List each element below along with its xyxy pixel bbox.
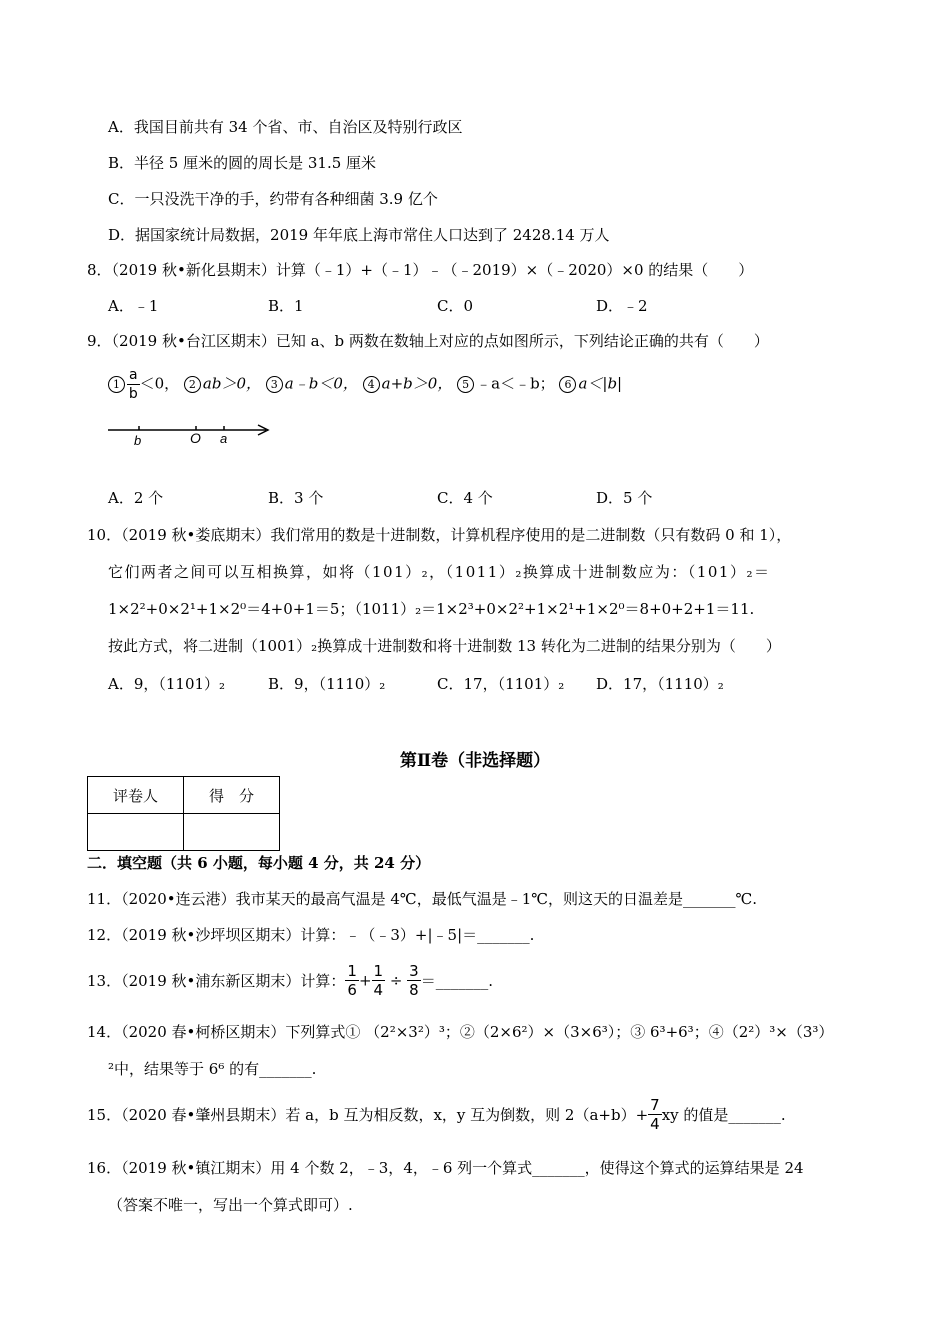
q10-option-d: D．17，（1110）₂	[596, 675, 724, 693]
q15: 15．（2020 春•肇州县期末）若 a，b 互为相反数，x，y 互为倒数，则 2（a+b）+ $\frac{7}{4}$ xy 的值是_______.	[87, 1096, 786, 1133]
q9-option-a: A．2 个	[108, 489, 164, 507]
circle-2: 2	[184, 376, 201, 393]
q13-frac-1: $\frac{1}{6}$	[347, 962, 357, 999]
q8-option-b: B．1	[268, 297, 304, 315]
circle-6: 6	[559, 376, 576, 393]
q16-line2: （答案不唯一，写出一个算式即可）.	[108, 1196, 353, 1214]
score-header-score: 得 分	[184, 777, 280, 814]
score-table	[87, 776, 280, 851]
q16-line1: 16．（2019 秋•镇江期末）用 4 个数 2，﹣3，4，﹣6 列一个算式_______，使得这个算式的运算结果是 24	[87, 1159, 804, 1177]
q7-option-c: C．一只没洗干净的手，约带有各种细菌 3.9 亿个	[108, 190, 438, 208]
q8-option-d: D．﹣2	[596, 297, 648, 315]
q9-fraction: $\frac{a}{b}$	[128, 367, 138, 402]
q14-line2: ²中，结果等于 6⁶ 的有_______.	[108, 1060, 317, 1078]
q10-option-c: C．17，（1101）₂	[437, 675, 565, 693]
q8-option-a: A．﹣1	[108, 297, 159, 315]
q7-option-d: D．据国家统计局数据，2019 年年底上海市常住人口达到了 2428.14 万人	[108, 226, 610, 244]
q15-frac: $\frac{7}{4}$	[650, 1096, 660, 1133]
label-a: a	[220, 431, 228, 446]
q10-line3: 1×2²+0×2¹+1×2⁰＝4+0+1＝5；（1011）₂＝1×2³+0×2²+1×2¹+1×2⁰＝8+0+2+1＝11.	[108, 600, 755, 618]
q9-statements: 1 $\frac{a}{b}$ ＜0， 2 ab＞0， 3 a﹣b＜0， 4 a+b＞0， 5 ﹣a＜﹣b； 6 a＜|b|	[108, 366, 622, 403]
q10-option-b: B．9，（1110）₂	[268, 675, 386, 693]
q7-option-b: B．半径 5 厘米的圆的周长是 31.5 厘米	[108, 154, 377, 172]
score-header-grader: 评卷人	[88, 777, 184, 814]
section2-heading: 二．填空题（共 6 小题，每小题 4 分，共 24 分）	[87, 854, 431, 872]
circle-4: 4	[363, 376, 380, 393]
score-cell-grader[interactable]	[88, 814, 184, 851]
q9-option-c: C．4 个	[437, 489, 493, 507]
q14-line1: 14．（2020 春•柯桥区期末）下列算式① （2²×3²）³；②（2×6²）×（3×6³）；③ 6³+6³；④（2²）³×（3³）	[87, 1023, 834, 1041]
q10-option-a: A．9，（1101）₂	[108, 675, 226, 693]
circle-3: 3	[266, 376, 283, 393]
label-o: O	[190, 430, 201, 446]
number-line	[106, 418, 276, 452]
q13-frac-3: $\frac{3}{8}$	[409, 962, 419, 999]
q9-option-d: D．5 个	[596, 489, 653, 507]
q10-line4: 按此方式，将二进制（1001）₂换算成十进制数和将十进制数 13 转化为二进制的结果分别为（ ）	[108, 637, 781, 655]
q13-frac-2: $\frac{1}{4}$	[373, 962, 384, 999]
q9-stem: 9．（2019 秋•台江区期末）已知 a、b 两数在数轴上对应的点如图所示，下列结论正确的共有（ ）	[87, 332, 769, 350]
q8-option-c: C．0	[437, 297, 474, 315]
circle-1: 1	[108, 376, 125, 393]
q8-stem: 8．（2019 秋•新化县期末）计算（﹣1）+（﹣1）﹣（﹣2019）×（﹣2020）×0 的结果（ ）	[87, 261, 754, 279]
q7-option-a: A．我国目前共有 34 个省、市、自治区及特别行政区	[108, 118, 463, 136]
q9-option-b: B．3 个	[268, 489, 324, 507]
q13: 13．（2019 秋•浦东新区期末）计算： $\frac{1}{6}$ + $\frac{1}{4}$ ÷ $\frac{3}{8}$ ＝_______.	[87, 962, 493, 999]
q11: 11．（2020•连云港）我市某天的最高气温是 4℃，最低气温是﹣1℃，则这天的日温差是_______℃.	[87, 890, 758, 908]
part2-title: 第Ⅱ卷（非选择题）	[399, 751, 551, 771]
q10-line2: 它们两者之间可以互相换算，如将（101）₂，（1011）₂换算成十进制数应为：（101）₂＝	[108, 563, 771, 581]
circle-5: 5	[457, 376, 474, 393]
label-b: b	[134, 433, 142, 448]
score-cell-score[interactable]	[184, 814, 280, 851]
q10-line1: 10．（2019 秋•娄底期末）我们常用的数是十进制数，计算机程序使用的是二进制数（只有数码 0 和 1），	[87, 526, 792, 544]
q12: 12．（2019 秋•沙坪坝区期末）计算：﹣（﹣3）+|﹣5|＝_______.	[87, 926, 535, 944]
